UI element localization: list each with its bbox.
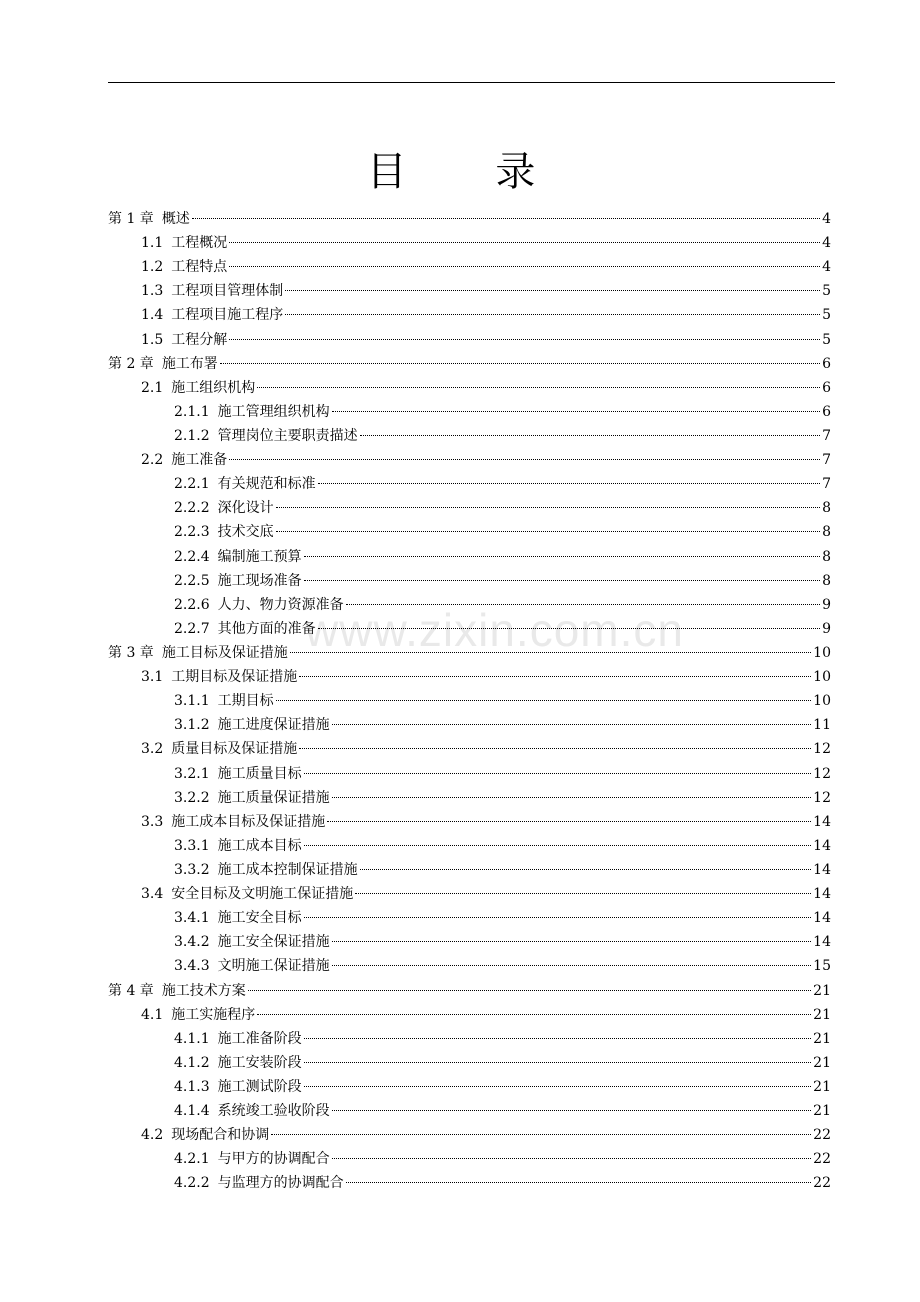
toc-entry[interactable] bbox=[108, 376, 831, 400]
toc-entry-page: 6 bbox=[822, 403, 831, 420]
toc-entry-number: 4.1.3 bbox=[174, 1078, 210, 1095]
toc-dot-leader bbox=[304, 1086, 812, 1087]
toc-dot-leader bbox=[229, 242, 820, 243]
toc-entry-page: 22 bbox=[813, 1151, 831, 1168]
toc-entry-title: 施工准备 bbox=[171, 452, 228, 469]
toc-entry-number: 3.3.1 bbox=[174, 837, 210, 854]
toc-dot-leader bbox=[257, 387, 820, 388]
toc-entry-title: 施工成本控制保证措施 bbox=[217, 861, 358, 878]
toc-entry[interactable] bbox=[108, 1171, 831, 1195]
toc-dot-leader bbox=[332, 411, 820, 412]
toc-entry[interactable] bbox=[108, 713, 831, 737]
toc-entry[interactable] bbox=[108, 858, 831, 882]
toc-entry[interactable] bbox=[108, 352, 831, 376]
toc-entry-page: 6 bbox=[822, 379, 831, 396]
toc-entry-number: 4.2.1 bbox=[174, 1151, 210, 1168]
toc-entry-title: 施工现场准备 bbox=[217, 572, 302, 589]
toc-dot-leader bbox=[290, 652, 811, 653]
toc-entry-title: 与甲方的协调配合 bbox=[217, 1151, 330, 1168]
toc-entry-title: 工期目标及保证措施 bbox=[171, 669, 298, 686]
toc-entry-number: 1.1 bbox=[141, 235, 164, 252]
toc-dot-leader bbox=[304, 580, 820, 581]
toc-entry-number: 2.2.6 bbox=[174, 596, 210, 613]
toc-entry[interactable] bbox=[108, 810, 831, 834]
toc-entry-page: 22 bbox=[813, 1127, 831, 1144]
toc-entry-title: 施工布署 bbox=[161, 355, 218, 372]
toc-dot-leader bbox=[346, 1182, 812, 1183]
toc-entry-page: 15 bbox=[813, 958, 831, 975]
toc-entry-title: 施工成本目标及保证措施 bbox=[171, 813, 326, 830]
toc-entry-number: 4.1 bbox=[141, 1006, 164, 1023]
table-of-contents bbox=[108, 207, 831, 1195]
toc-dot-leader bbox=[318, 483, 820, 484]
header-rule bbox=[108, 82, 835, 83]
toc-entry[interactable] bbox=[108, 545, 831, 569]
toc-entry-page: 14 bbox=[813, 886, 831, 903]
toc-dot-leader bbox=[276, 507, 820, 508]
toc-entry-number: 2.1.1 bbox=[174, 403, 210, 420]
toc-entry[interactable] bbox=[108, 906, 831, 930]
toc-dot-leader bbox=[332, 724, 812, 725]
toc-entry-title: 概述 bbox=[161, 211, 190, 227]
toc-dot-leader bbox=[360, 869, 812, 870]
toc-entry[interactable] bbox=[108, 1051, 831, 1075]
toc-entry-number: 2.2.3 bbox=[174, 524, 210, 541]
toc-entry-title: 工程项目施工程序 bbox=[171, 307, 284, 324]
toc-entry[interactable] bbox=[108, 231, 831, 255]
toc-entry[interactable] bbox=[108, 303, 831, 327]
toc-entry-page: 21 bbox=[813, 1103, 831, 1120]
toc-entry-number: 4.1.2 bbox=[174, 1054, 210, 1071]
toc-dot-leader bbox=[318, 628, 820, 629]
toc-entry-page: 14 bbox=[813, 910, 831, 927]
toc-entry-title: 其他方面的准备 bbox=[217, 620, 316, 637]
toc-dot-leader bbox=[327, 821, 811, 822]
toc-entry-number: 2.2.1 bbox=[174, 476, 210, 493]
toc-entry[interactable] bbox=[108, 1099, 831, 1123]
toc-entry-number: 2.2.5 bbox=[174, 572, 210, 589]
toc-entry[interactable] bbox=[108, 1027, 831, 1051]
toc-entry[interactable] bbox=[108, 207, 831, 231]
toc-entry[interactable] bbox=[108, 930, 831, 954]
toc-entry[interactable] bbox=[108, 762, 831, 786]
toc-entry-number: 第 3 章 bbox=[108, 644, 154, 661]
toc-entry-number: 2.1.2 bbox=[174, 427, 210, 444]
toc-entry-page: 12 bbox=[813, 741, 831, 758]
toc-entry-page: 8 bbox=[822, 524, 831, 541]
toc-entry[interactable] bbox=[108, 954, 831, 978]
toc-dot-leader bbox=[332, 1110, 812, 1111]
toc-dot-leader bbox=[229, 339, 820, 340]
toc-entry-number: 3.1.1 bbox=[174, 693, 210, 710]
toc-dot-leader bbox=[355, 893, 811, 894]
toc-entry[interactable] bbox=[108, 424, 831, 448]
toc-entry-number: 1.3 bbox=[141, 283, 164, 300]
toc-entry-title: 编制施工预算 bbox=[217, 548, 302, 565]
toc-entry-page: 21 bbox=[813, 1030, 831, 1047]
toc-entry-page: 5 bbox=[822, 331, 831, 348]
toc-entry-number: 2.2 bbox=[141, 452, 164, 469]
toc-entry-page: 5 bbox=[822, 283, 831, 300]
toc-entry-title: 管理岗位主要职责描述 bbox=[217, 427, 358, 444]
toc-entry-number: 第 4 章 bbox=[108, 982, 154, 999]
toc-entry-page: 7 bbox=[822, 476, 831, 493]
toc-dot-leader bbox=[304, 773, 812, 774]
watermark: www.zixin.com.cn bbox=[305, 604, 684, 656]
toc-entry[interactable] bbox=[108, 1147, 831, 1171]
toc-entry-page: 21 bbox=[813, 1054, 831, 1071]
toc-entry-title: 工程项目管理体制 bbox=[171, 283, 284, 300]
toc-entry-page: 9 bbox=[822, 620, 831, 637]
toc-dot-leader bbox=[220, 363, 820, 364]
toc-entry-number: 1.5 bbox=[141, 331, 164, 348]
toc-entry-number: 4.2.2 bbox=[174, 1175, 210, 1192]
toc-entry-title: 人力、物力资源准备 bbox=[217, 596, 344, 613]
toc-dot-leader bbox=[346, 604, 820, 605]
toc-entry-title: 与监理方的协调配合 bbox=[217, 1175, 344, 1192]
toc-entry-title: 施工目标及保证措施 bbox=[161, 644, 288, 661]
toc-entry-page: 14 bbox=[813, 934, 831, 951]
toc-entry[interactable] bbox=[108, 569, 831, 593]
toc-entry-page: 10 bbox=[813, 669, 831, 686]
toc-entry[interactable] bbox=[108, 882, 831, 906]
toc-entry[interactable] bbox=[108, 1123, 831, 1147]
toc-entry-title: 技术交底 bbox=[217, 524, 274, 541]
toc-entry-number: 3.1.2 bbox=[174, 717, 210, 734]
toc-entry-number: 3.4.3 bbox=[174, 958, 210, 975]
toc-entry[interactable] bbox=[108, 279, 831, 303]
toc-entry-page: 10 bbox=[813, 644, 831, 661]
toc-dot-leader bbox=[304, 1038, 812, 1039]
toc-entry-page: 8 bbox=[822, 548, 831, 565]
toc-entry[interactable] bbox=[108, 689, 831, 713]
toc-entry-title: 工程概况 bbox=[171, 235, 228, 252]
toc-entry-page: 7 bbox=[822, 427, 831, 444]
toc-entry-title: 施工安全保证措施 bbox=[217, 934, 330, 951]
toc-dot-leader bbox=[285, 314, 820, 315]
toc-entry-number: 3.4.1 bbox=[174, 910, 210, 927]
toc-entry-page: 14 bbox=[813, 837, 831, 854]
toc-entry-title: 质量目标及保证措施 bbox=[171, 741, 298, 758]
toc-dot-leader bbox=[299, 676, 811, 677]
toc-entry-number: 第 1 章 bbox=[108, 211, 154, 227]
toc-entry-page: 9 bbox=[822, 596, 831, 613]
toc-entry-number: 3.3.2 bbox=[174, 861, 210, 878]
toc-entry[interactable] bbox=[108, 472, 831, 496]
toc-entry-title: 施工成本目标 bbox=[217, 837, 302, 854]
toc-entry-page: 8 bbox=[822, 572, 831, 589]
toc-dot-leader bbox=[360, 435, 820, 436]
toc-dot-leader bbox=[257, 1014, 811, 1015]
toc-entry[interactable] bbox=[108, 448, 831, 472]
toc-entry-number: 3.4 bbox=[141, 886, 164, 903]
toc-entry-page: 22 bbox=[813, 1175, 831, 1192]
toc-entry-title: 施工质量保证措施 bbox=[217, 789, 330, 806]
toc-entry-number: 3.1 bbox=[141, 669, 164, 686]
toc-dot-leader bbox=[271, 1134, 811, 1135]
toc-entry-page: 21 bbox=[813, 982, 831, 999]
toc-entry[interactable] bbox=[108, 520, 831, 544]
toc-entry-title: 施工测试阶段 bbox=[217, 1078, 302, 1095]
toc-entry-title: 施工组织机构 bbox=[171, 379, 256, 396]
toc-dot-leader bbox=[229, 459, 820, 460]
toc-entry-page: 5 bbox=[822, 307, 831, 324]
toc-entry[interactable] bbox=[108, 979, 831, 1003]
toc-entry-title: 安全目标及文明施工保证措施 bbox=[171, 886, 354, 903]
toc-entry-title: 施工技术方案 bbox=[161, 982, 246, 999]
page-title: 目 录 bbox=[366, 149, 574, 195]
toc-dot-leader bbox=[332, 941, 812, 942]
toc-entry-page: 7 bbox=[822, 452, 831, 469]
toc-entry-title: 深化设计 bbox=[217, 500, 274, 517]
toc-entry[interactable] bbox=[108, 496, 831, 520]
toc-entry-number: 3.2.2 bbox=[174, 789, 210, 806]
toc-dot-leader bbox=[299, 748, 811, 749]
toc-dot-leader bbox=[332, 797, 812, 798]
toc-entry[interactable] bbox=[108, 255, 831, 279]
toc-entry-title: 施工实施程序 bbox=[171, 1006, 256, 1023]
toc-entry-number: 2.2.4 bbox=[174, 548, 210, 565]
toc-entry-title: 现场配合和协调 bbox=[171, 1127, 270, 1144]
toc-dot-leader bbox=[304, 556, 820, 557]
toc-entry-title: 工程特点 bbox=[171, 259, 228, 276]
toc-dot-leader bbox=[304, 845, 812, 846]
toc-entry[interactable] bbox=[108, 737, 831, 761]
toc-entry-number: 3.2 bbox=[141, 741, 164, 758]
toc-entry-title: 系统竣工验收阶段 bbox=[217, 1103, 330, 1120]
toc-entry-number: 3.4.2 bbox=[174, 934, 210, 951]
toc-entry-page: 4 bbox=[822, 235, 831, 252]
toc-entry-title: 文明施工保证措施 bbox=[217, 958, 330, 975]
toc-dot-leader bbox=[285, 290, 820, 291]
toc-entry-number: 2.2.2 bbox=[174, 500, 210, 517]
toc-entry-number: 1.4 bbox=[141, 307, 164, 324]
toc-entry-title: 施工管理组织机构 bbox=[217, 403, 330, 420]
toc-entry[interactable] bbox=[108, 665, 831, 689]
toc-entry-number: 4.2 bbox=[141, 1127, 164, 1144]
toc-dot-leader bbox=[248, 990, 811, 991]
toc-entry-page: 6 bbox=[822, 355, 831, 372]
toc-entry-number: 2.2.7 bbox=[174, 620, 210, 637]
toc-entry-title: 施工安装阶段 bbox=[217, 1054, 302, 1071]
toc-entry[interactable] bbox=[108, 641, 831, 665]
toc-entry-title: 有关规范和标准 bbox=[217, 476, 316, 493]
toc-entry-title: 施工安全目标 bbox=[217, 910, 302, 927]
toc-entry-page: 4 bbox=[822, 259, 831, 276]
toc-entry-title: 施工准备阶段 bbox=[217, 1030, 302, 1047]
toc-dot-leader bbox=[192, 218, 820, 219]
toc-dot-leader bbox=[276, 531, 820, 532]
toc-entry-number: 1.2 bbox=[141, 259, 164, 276]
toc-entry-page: 12 bbox=[813, 789, 831, 806]
toc-entry-number: 第 2 章 bbox=[108, 355, 154, 372]
toc-entry[interactable] bbox=[108, 328, 831, 352]
toc-entry-page: 8 bbox=[822, 500, 831, 517]
toc-entry-page: 4 bbox=[822, 211, 831, 227]
toc-entry-number: 4.1.1 bbox=[174, 1030, 210, 1047]
toc-dot-leader bbox=[276, 700, 812, 701]
toc-entry-page: 14 bbox=[813, 861, 831, 878]
toc-entry[interactable] bbox=[108, 1003, 831, 1027]
toc-dot-leader bbox=[229, 266, 820, 267]
toc-dot-leader bbox=[304, 1062, 812, 1063]
toc-dot-leader bbox=[332, 1158, 812, 1159]
toc-entry[interactable] bbox=[108, 834, 831, 858]
toc-entry-number: 3.2.1 bbox=[174, 765, 210, 782]
toc-dot-leader bbox=[304, 917, 812, 918]
toc-entry-page: 21 bbox=[813, 1006, 831, 1023]
toc-entry-number: 4.1.4 bbox=[174, 1103, 210, 1120]
toc-entry-page: 10 bbox=[813, 693, 831, 710]
toc-entry-title: 工期目标 bbox=[217, 693, 274, 710]
toc-entry[interactable] bbox=[108, 593, 831, 617]
toc-dot-leader bbox=[332, 965, 812, 966]
toc-entry-page: 21 bbox=[813, 1078, 831, 1095]
toc-entry[interactable] bbox=[108, 400, 831, 424]
toc-entry[interactable] bbox=[108, 786, 831, 810]
toc-entry-page: 11 bbox=[813, 717, 831, 734]
toc-entry-title: 施工进度保证措施 bbox=[217, 717, 330, 734]
toc-entry-title: 工程分解 bbox=[171, 331, 228, 348]
toc-entry-title: 施工质量目标 bbox=[217, 765, 302, 782]
toc-entry-number: 3.3 bbox=[141, 813, 164, 830]
toc-entry[interactable] bbox=[108, 617, 831, 641]
toc-entry-page: 14 bbox=[813, 813, 831, 830]
toc-entry[interactable] bbox=[108, 1075, 831, 1099]
toc-entry-page: 12 bbox=[813, 765, 831, 782]
toc-entry-number: 2.1 bbox=[141, 379, 164, 396]
